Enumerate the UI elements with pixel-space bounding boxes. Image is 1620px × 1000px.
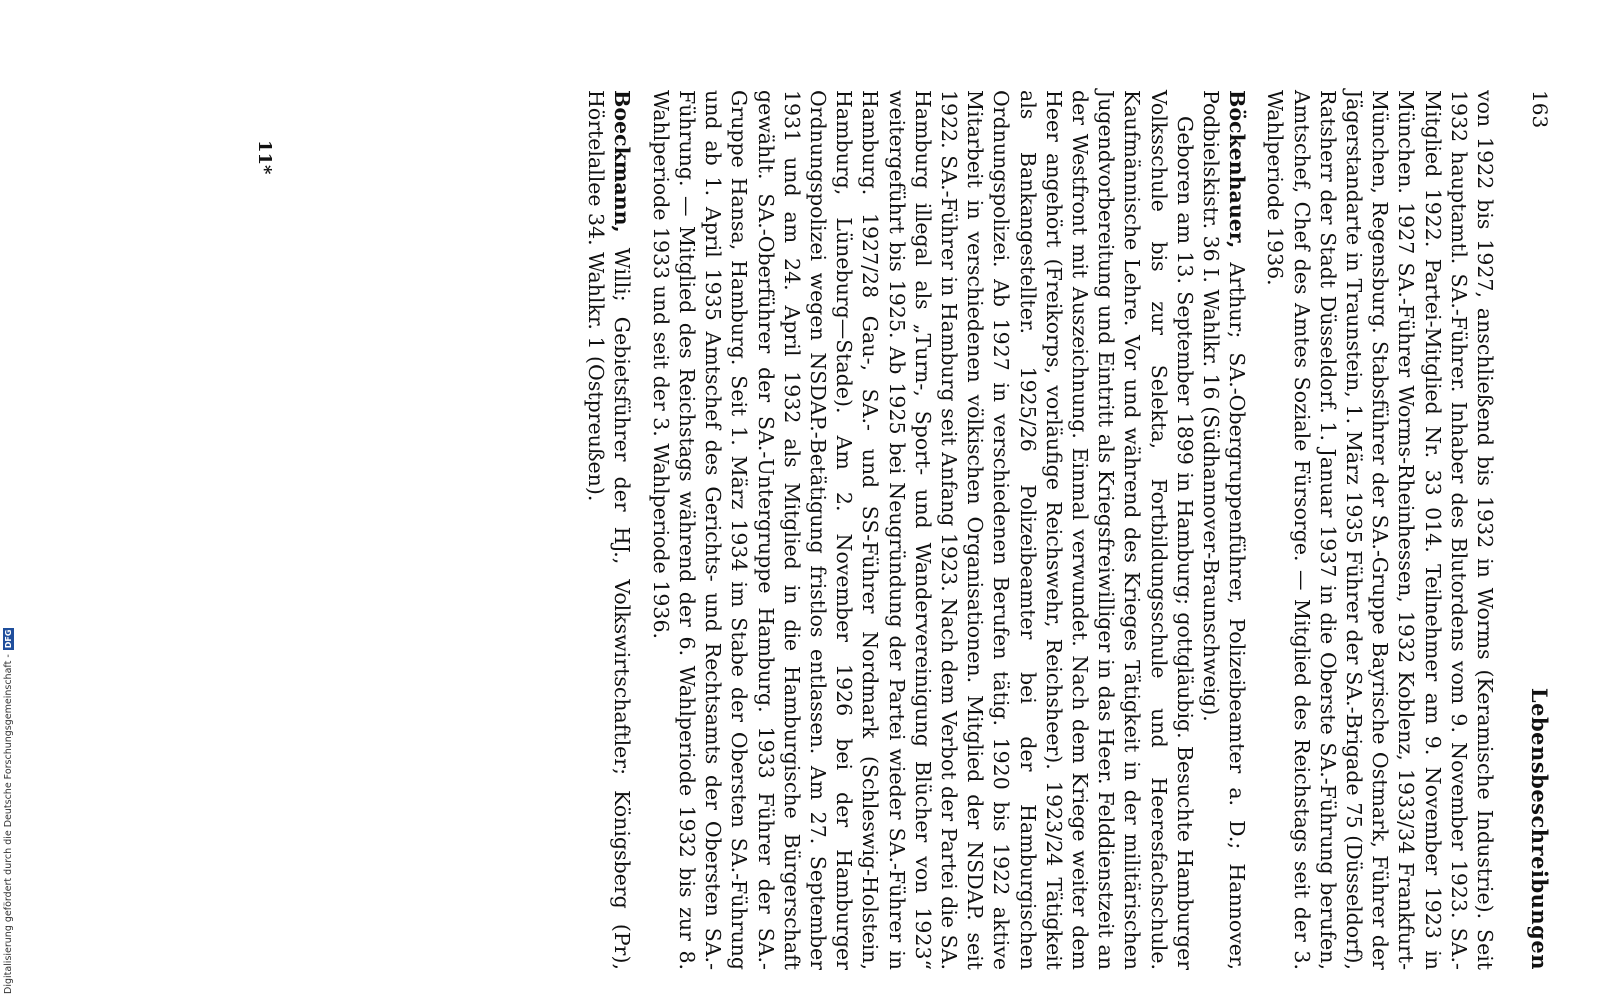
entry-heading-text: Willi; Gebietsführer der HJ., Volkswirtschaftler; Königsberg (Pr), Hörtelallee 34. Wahlkr. 1 (Ostpreußen). — [584, 90, 635, 970]
digitization-credit — [0, 0, 16, 1000]
running-head — [1520, 90, 1560, 970]
entry-name: Boeckmann, — [610, 90, 635, 233]
body-text — [583, 90, 1498, 970]
entry-heading-text: Arthur; SA.-Obergruppenführer, Polizeibeamter a. D.; Hannover, Podbielskistr. 36 I. Wahlkr. 16 (Südhannover-Braunschweig). — [1198, 90, 1250, 970]
running-title: Lebensbeschreibungen — [1527, 687, 1553, 970]
page-footer — [250, 90, 280, 970]
document-sheet — [220, 60, 1560, 1000]
entry-name: Böckenhauer, — [1225, 90, 1250, 249]
signature-mark: 11* — [254, 140, 276, 175]
entry-boeckmann-heading — [583, 90, 635, 970]
page-number: 163 — [1528, 90, 1552, 129]
credit-text: Digitalisierung gefördert durch die Deutsche Forschungsgemeinschaft - — [2, 654, 14, 994]
continuation-paragraph: von 1922 bis 1927, anschließend bis 1932 in Worms (Keramische Industrie). Seit 1932 hauptamtl. SA.-Führer. Inhaber des Blutordens vom 9. November 1923. SA.-Mitglied 1922. Partei-Mitglied Nr. 33 014. Teilnehmer am 9. November 1923 in München. 1927 SA.-Führer Worms-Rheinhessen, 1932 Koblenz, 1933/34 Frankfurt-München, Regensburg. Stabsführer der SA.-Gruppe Bayrische Ostmark, Führer der Jägerstandarte in Traunstein, 1. März 1935 Führer der SA.-Brigade 75 (Düsseldorf), Ratsherr der Stadt Düsseldorf. 1. Januar 1937 in die Oberste SA.-Führung berufen, Amtschef, Chef des Amtes Soziale Fürsorge. — Mitglied des Reichstags seit der 3. Wahlperiode 1936. — [1263, 90, 1497, 970]
dfg-logo: DFG — [3, 629, 13, 649]
entry-boeckenhauer-heading — [1198, 90, 1250, 970]
entry-boeckenhauer-body: Geboren am 13. September 1899 in Hamburg; gottgläubig. Besuchte Hamburger Volksschule bis zur Selekta, Fortbildungsschule und Heeresfachschule. Kaufmännische Lehre. Vor und während des Krieges Tätigkeit in der militärischen Jugendvorbereitung und Eintritt als Kriegsfreiwilliger in das Heer. Felddienstzeit an der Westfront mit Auszeichnung. Einmal verwundet. Nach dem Kriege weiter dem Heer angehört (Freikorps, vorläufige Reichswehr, Reichsheer). 1923/24 Tätigkeit als Bankangestellter. 1925/26 Polizeibeamter bei der Hamburgischen Ordnungspolizei. Ab 1927 in verschiedenen Berufen tätig. 1920 bis 1922 aktive Mitarbeit in verschiedenen völkischen Organisationen. Mitglied der NSDAP. seit 1922. SA.-Führer in Hamburg seit Anfang 1923. Nach dem Verbot der Partei die SA. Hamburg illegal als „Turn-, Sport- und Wandervereinigung Blücher von 1923“ weitergeführt bis 1925. Ab 1925 bei Neugründung der Partei wieder SA.-Führer in Hamburg. 1927/28 Gau-, SA.- und SS-Führer Nordmark (Schleswig-Holstein, Hamburg, Lüneburg—Stade). Am 2. November 1926 bei der Hamburger Ordnungspolizei wegen NSDAP.-Betätigung fristlos entlassen. Am 27. September 1931 und am 24. April 1932 als Mitglied in die Hamburgische Bürgerschaft gewählt. SA.-Oberführer der SA.-Untergruppe Hamburg. 1933 Führer der SA.-Gruppe Hansa, Hamburg. Seit 1. März 1934 im Stabe der Obersten SA.-Führung und ab 1. April 1935 Amtschef des Gerichts- und Rechtsamts der Obersten SA.-Führung. — Mitglied des Reichstags während der 6. Wahlperiode 1932 bis zur 8. Wahlperiode 1933 und seit der 3. Wahlperiode 1936. — [648, 90, 1197, 970]
